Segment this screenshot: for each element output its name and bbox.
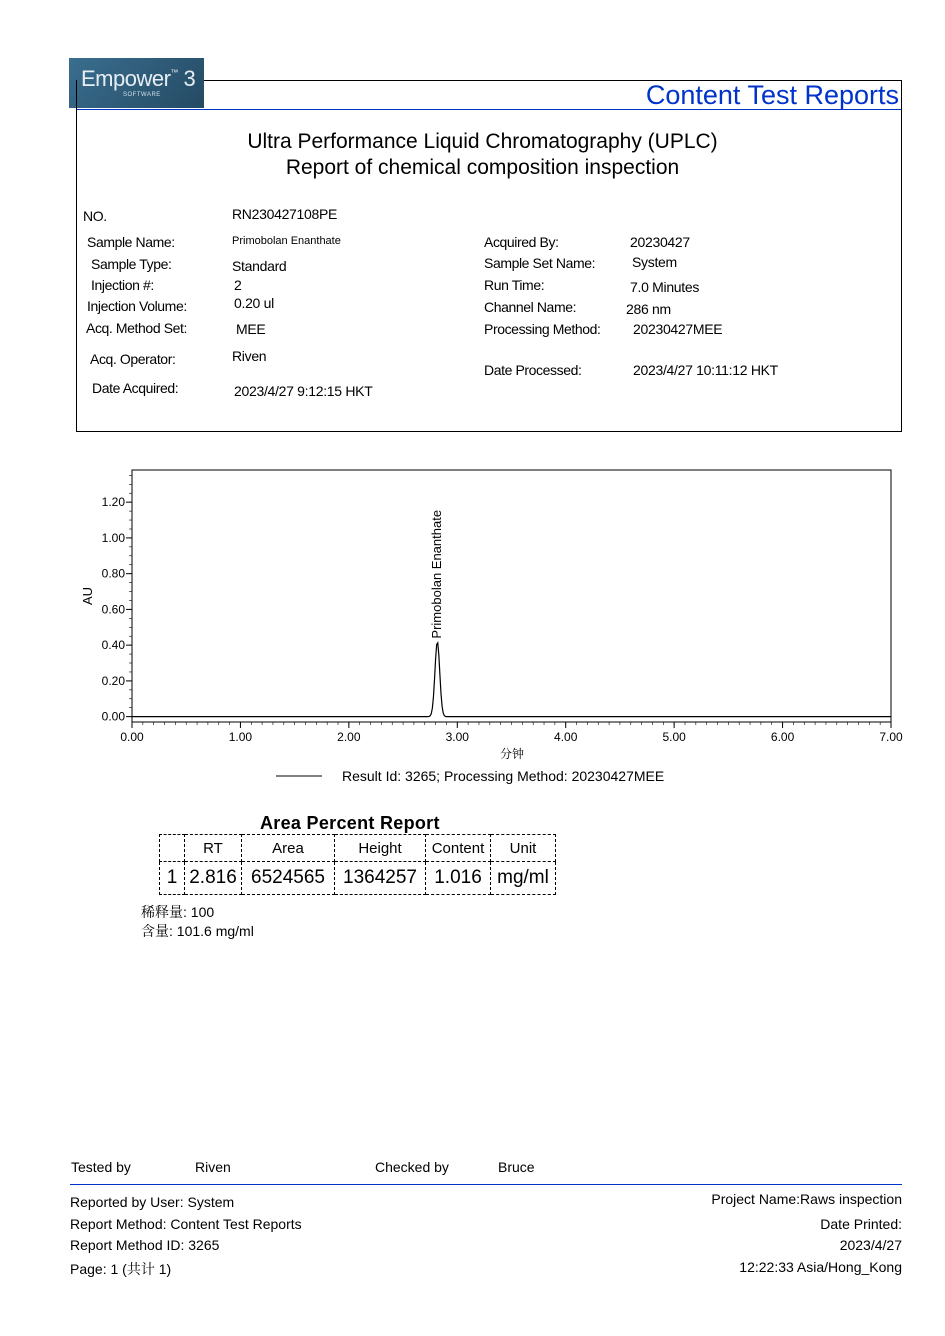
page-number: Page: 1 (共计 1): [70, 1261, 172, 1277]
plot-frame: [132, 470, 891, 722]
cell-rt: 2.816: [185, 862, 242, 895]
logo-subtitle: SOFTWARE: [123, 92, 161, 98]
reported-by: Reported by User: System: [70, 1194, 235, 1210]
x-tick-label: 1.00: [228, 730, 253, 744]
logo-tm: ™: [170, 68, 178, 77]
date-acquired-value: 2023/4/27 9:12:15 HKT: [234, 383, 373, 399]
sample-name-label: Sample Name:: [87, 234, 175, 250]
injection-volume-value: 0.20 ul: [234, 295, 274, 311]
acq-operator-value: Riven: [232, 348, 267, 364]
no-label: NO.: [83, 208, 107, 224]
y-tick-label: 0.20: [101, 673, 125, 688]
injection-value: 2: [234, 277, 242, 293]
header-cell-area: Area: [242, 835, 335, 862]
date-printed-time: 12:22:33 Asia/Hong_Kong: [739, 1259, 902, 1275]
cell-index: 1: [160, 862, 185, 895]
x-tick-label: 7.00: [879, 730, 903, 744]
checked-by-value: Bruce: [498, 1159, 535, 1175]
report-method: Report Method: Content Test Reports: [70, 1216, 302, 1232]
title-line-2: Report of chemical composition inspection: [285, 156, 680, 179]
acq-method-set-label: Acq. Method Set:: [86, 320, 187, 336]
table-row: [160, 862, 556, 895]
y-tick-label: 0.60: [101, 602, 125, 617]
x-tick-label: 5.00: [662, 730, 686, 744]
processing-method-label: Processing Method:: [484, 321, 601, 337]
report-title: Content Test Reports: [645, 80, 899, 110]
date-processed-label: Date Processed:: [484, 362, 582, 378]
x-tick-label: 2.00: [337, 730, 361, 744]
header-cell-unit: Unit: [491, 835, 556, 862]
x-tick-label: 4.00: [554, 730, 578, 744]
header-cell-rt: RT: [185, 835, 242, 862]
acquired-by-label: Acquired By:: [484, 234, 559, 250]
y-tick-label: 0.40: [101, 638, 125, 653]
peak-label: Primobolan Enanthate: [428, 509, 444, 639]
y-tick-label: 1.00: [101, 530, 125, 545]
channel-value: 286 nm: [626, 301, 671, 317]
injection-label: Injection #:: [91, 277, 154, 293]
date-printed-label: Date Printed:: [820, 1216, 902, 1232]
tested-by-label: Tested by: [71, 1159, 131, 1175]
processing-method-value: 20230427MEE: [633, 321, 723, 337]
logo-version: 3: [183, 66, 196, 91]
header-cell-index: [160, 835, 185, 862]
report-method-id: Report Method ID: 3265: [70, 1237, 220, 1253]
channel-label: Channel Name:: [484, 299, 577, 315]
date-printed-date: 2023/4/27: [839, 1237, 902, 1253]
acquired-by-value: 20230427: [630, 234, 690, 250]
run-time-value: 7.0 Minutes: [630, 279, 700, 295]
chromatogram-trace: [132, 643, 891, 717]
area-report-table: [159, 834, 556, 895]
y-tick-label: 0.00: [101, 709, 125, 724]
project-name: Project Name:Raws inspection: [711, 1191, 902, 1207]
no-value: RN230427108PE: [232, 206, 338, 222]
header-cell-height: Height: [335, 835, 426, 862]
x-tick-label: 6.00: [770, 730, 795, 744]
x-axis-label: 分钟: [499, 747, 525, 761]
sample-name-value: Primobolan Enanthate: [232, 235, 341, 247]
footer-rule: [70, 1184, 902, 1185]
y-tick-label: 1.20: [101, 495, 125, 510]
run-time-label: Run Time:: [484, 277, 545, 293]
dilution-text: 稀释量: 100: [141, 904, 215, 920]
chromatogram-chart: [70, 460, 920, 790]
x-tick-label: 0.00: [120, 730, 144, 744]
cell-content: 1.016: [426, 862, 491, 895]
date-acquired-label: Date Acquired:: [92, 380, 179, 396]
sample-set-value: System: [632, 254, 677, 270]
sample-type-label: Sample Type:: [91, 256, 172, 272]
cell-unit: mg/ml: [491, 862, 556, 895]
tested-by-value: Riven: [195, 1159, 231, 1175]
acq-method-set-value: MEE: [236, 321, 266, 337]
title-line-1: Ultra Performance Liquid Chromatography (UPLC): [247, 130, 718, 153]
legend-text: Result Id: 3265; Processing Method: 20230427MEE: [342, 768, 665, 784]
x-tick-label: 3.00: [445, 730, 469, 744]
y-axis-label: AU: [80, 586, 95, 606]
sample-type-value: Standard: [232, 258, 287, 274]
y-tick-label: 0.80: [101, 566, 125, 581]
cell-area: 6524565: [242, 862, 335, 895]
date-processed-value: 2023/4/27 10:11:12 HKT: [633, 362, 778, 378]
table-header-row: [160, 835, 556, 862]
sample-set-label: Sample Set Name:: [484, 255, 596, 271]
checked-by-label: Checked by: [375, 1159, 449, 1175]
content-text: 含量: 101.6 mg/ml: [141, 923, 254, 939]
area-report-title: Area Percent Report: [260, 813, 440, 833]
injection-volume-label: Injection Volume:: [87, 298, 187, 314]
header-cell-content: Content: [426, 835, 491, 862]
logo-brand: Empower: [81, 66, 171, 91]
acq-operator-label: Acq. Operator:: [90, 351, 176, 367]
cell-height: 1364257: [335, 862, 426, 895]
